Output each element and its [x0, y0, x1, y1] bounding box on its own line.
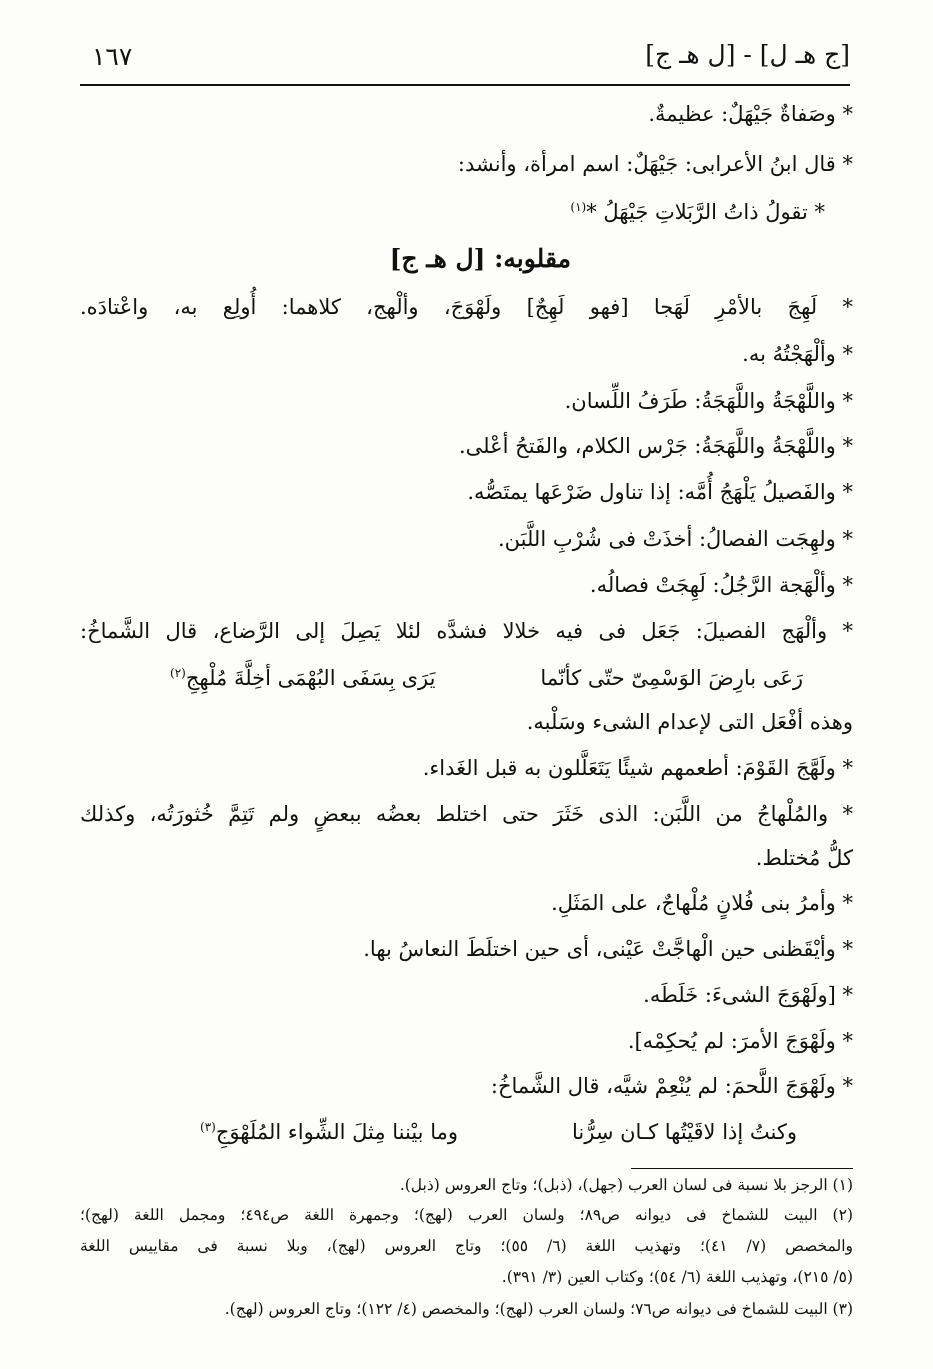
entry-line: * ولهِجَت الفصالُ: أخذَتْ فى شُرْبِ اللَّبَن. — [497, 527, 853, 551]
entry-line: * وألْهَج الفصيلَ: جَعَل فى فيه خلالا فشدَّه لئلا يَصِلَ إلى الرَّضاع، قال الشَّماخُ: — [80, 619, 853, 643]
entry-line: * واللَّهْجَةُ واللَّهَجَةُ: طَرَفُ اللِّسان. — [564, 389, 853, 413]
entry-line: كلُّ مُختلط. — [755, 846, 853, 870]
verse-text: وما بيْننا مِثلَ الشِّواء المُلَهْوَجِ — [215, 1120, 458, 1144]
entry-line: * ولَهْوَجَ اللَّحمَ: لم يُنْعِمْ شيَّه، قال الشَّماخُ: — [490, 1074, 853, 1098]
header-root-range: [ج هـ ل] - [ل هـ ج] — [645, 40, 850, 69]
header-rule — [80, 84, 850, 86]
verse-text: يَرَى بِسَفَى البُهْمَى أخِلَّةَ مُلْهِجِ — [185, 666, 436, 690]
entry-line: وهذه أفْعَل التى لإعدام الشىء وسَلْبه. — [526, 710, 853, 734]
verse-hemistich-second — [170, 666, 435, 690]
footnote: والمخصص (٧/ ٤١)؛ وتهذيب اللغة (٦/ ٥٥)؛ وتاج العروس (لهج)، وبلا نسبة فى مقاييس اللغة — [80, 1237, 853, 1255]
footnote-mark: (١) — [570, 200, 587, 214]
section-heading: مقلوبه: [ل هـ ج] — [389, 244, 571, 273]
verse-hemistich-second — [200, 1120, 458, 1144]
verse-text: * تقولُ ذاتُ الرَّبَلاتِ جَيْهَلُ * — [586, 200, 825, 224]
verse-hemistich-first: رَعَى بارِضَ الوَسْمِىّ حتّى كأنّما — [540, 666, 803, 690]
footnote: (٣) البيت للشماخ فى ديوانه ص٧٦؛ ولسان العرب (لهج)؛ والمخصص (٤/ ١٢٢)؛ وتاج العروس (لهج). — [224, 1300, 853, 1318]
running-header — [80, 40, 850, 90]
entry-line: * والمُلْهاجُ من اللَّبَن: الذى خَثَرَ حتى اختلط بعضُه ببعضٍ ولم تَتِمَّ خُثورَتُه، وكذلك — [80, 802, 853, 826]
entry-line: * والفَصيلُ يَلْهَجُ أُمَّه: إذا تناول ضَرْعَها يمتَصُّه. — [467, 480, 853, 504]
footnote: (١) الرجز بلا نسبة فى لسان العرب (جهل)، (ذبل)؛ وتاج العروس (ذبل). — [399, 1176, 853, 1194]
entry-line: * ولَهَّجَ القَوْمَ: أطعمهم شيئًا يَتَعَلَّلون به قبل الغَداء. — [422, 756, 853, 780]
entry-line: * وأيْقَظنى حين الْهاجَّتْ عَيْنى، أى حين اختلَطَ النعاسُ بها. — [363, 937, 853, 961]
footnote-mark: (٣) — [200, 1120, 216, 1134]
entry-line: * وصَفاةٌ جَيْهَلٌ: عظيمةٌ. — [648, 102, 853, 126]
entry-line: * [ولَهْوَجَ الشىءَ: خَلَطَه. — [643, 983, 853, 1007]
entry-line: * لَهِجَ بالأمْرِ لَهَجا [فهو لَهِجٌ] ولَهْوَجَ، وألْهج، كلاهما: أُولِع به، واعْتادَه. — [80, 295, 853, 319]
footnote-rule — [631, 1168, 853, 1169]
entry-line: * وأمرُ بنى فُلانٍ مُلْهاجٌ، على المَثَلِ. — [551, 891, 853, 915]
footnote-mark: (٢) — [170, 666, 186, 680]
verse-line — [570, 200, 825, 225]
verse-hemistich-first: وكنتُ إذا لاقَيْتُها كـان سِرُّنا — [572, 1120, 797, 1144]
footnote: (٥/ ٢١٥)، وتهذيب اللغة (٦/ ٥٤)؛ وكتاب العين (٣/ ٣٩١). — [501, 1268, 853, 1286]
entry-line: * وألْهَجة الرَّجُلُ: لَهِجَتْ فصالُه. — [589, 573, 853, 597]
entry-line: * ولَهْوَجَ الأمرَ: لم يُحكِمْه]. — [627, 1029, 853, 1053]
footnote: (٢) البيت للشماخ فى ديوانه ص٨٩؛ ولسان العرب (لهج)؛ وجمهرة اللغة ص٤٩٤؛ ومجمل اللغة (لهج)؛ — [80, 1206, 853, 1224]
entry-line: * قال ابنُ الأعرابى: جَيْهَلٌ: اسم امرأة، وأنشد: — [457, 152, 853, 176]
page-number: ١٦٧ — [92, 42, 133, 71]
entry-line: * واللَّهْجَةُ واللَّهَجَةُ: جَرْس الكلام، والفَتحُ أعْلى. — [459, 434, 853, 458]
entry-line: * وألْهَجْتُهُ به. — [742, 342, 853, 366]
